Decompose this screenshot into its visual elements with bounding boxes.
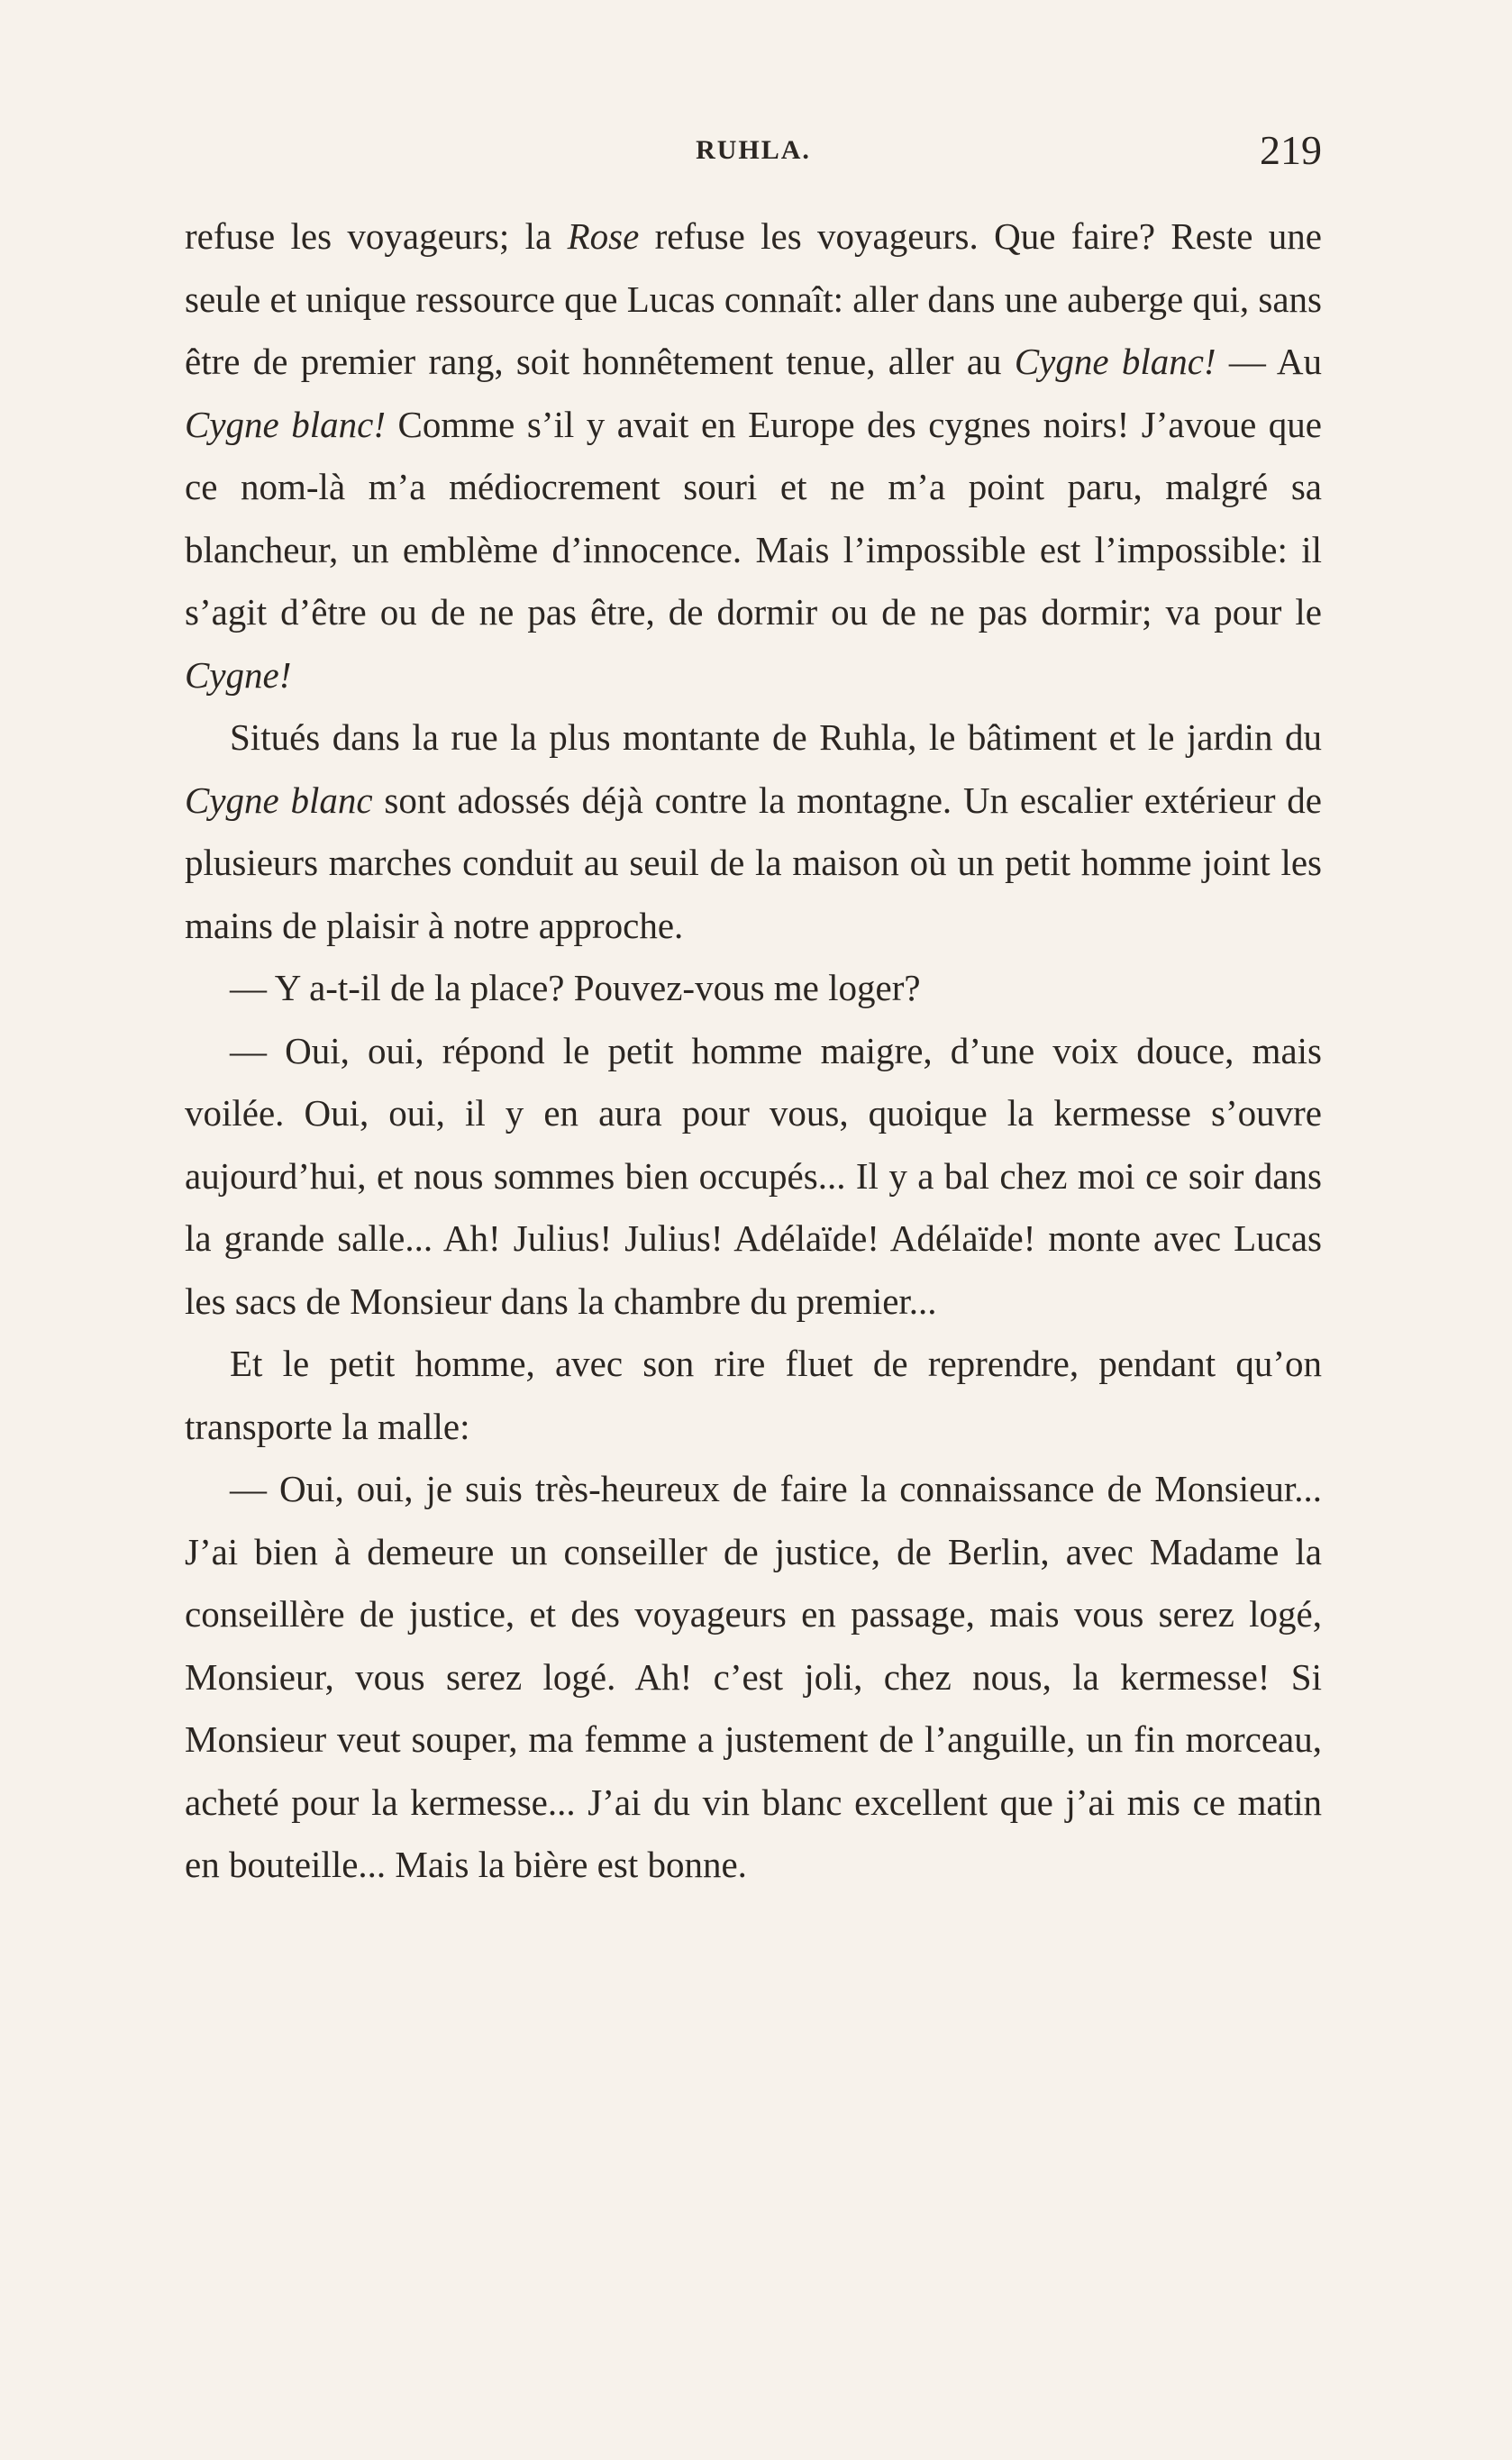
text-run: — Y a-t-il de la place? Pouvez-vous me loger? [230, 967, 921, 1008]
text-run: Situés dans la rue la plus montante de Ruhla, le bâtiment et le jardin du [230, 716, 1322, 758]
text-run: refuse les voyageurs; la [185, 215, 568, 257]
paragraph-1 [185, 205, 1322, 706]
paragraph-3 [185, 957, 1322, 1020]
text-run: — Oui, oui, je suis très-heureux de faire la connaissance de Monsieur... J’ai bien à demeure un conseiller de justice, de Berlin, avec Madame la conseillère de justice, et des voyageurs en passage, mais vous serez logé, Monsieur, vous serez logé. Ah! c’est joli, chez nous, la kermesse! Si Monsieur veut souper, ma femme a justement de l’anguille, un fin morceau, acheté pour la kermesse... J’ai du vin blanc excellent que j’ai mis ce matin en bouteille... Mais la bière est bonne. [185, 1468, 1322, 1885]
italic-run: Rose [567, 215, 640, 257]
text-run: sont adossés déjà contre la montagne. Un escalier extérieur de plusieurs marches conduit au seuil de la maison où un petit homme joint les mains de plaisir à notre approche. [185, 779, 1322, 946]
paragraph-4 [185, 1020, 1322, 1334]
running-head [185, 126, 1322, 180]
italic-run: Cygne blanc! [185, 403, 386, 445]
italic-run: Cygne blanc! [1014, 341, 1216, 382]
text-run: — Au [1216, 341, 1322, 382]
paragraph-5 [185, 1333, 1322, 1458]
italic-run: Cygne! [185, 653, 292, 696]
page-number: 219 [1260, 127, 1322, 173]
paragraph-6 [185, 1458, 1322, 1897]
running-title: RUHLA. [696, 135, 811, 165]
paragraph-2 [185, 706, 1322, 957]
body-text [185, 205, 1322, 1897]
text-run: Comme s’il y avait en Europe des cygnes noirs! J’avoue que ce nom-là m’a médiocrement souri et ne m’a point paru, malgré sa blancheur, un emblème d’innocence. Mais l’impossible est l’impossible: il s’agit d’être ou de ne pas être, de dormir ou de ne pas dormir; va pour le [185, 403, 1322, 633]
italic-run: Cygne blanc [185, 779, 373, 821]
text-run: refuse les voyageurs. Que faire? Reste une seule et unique ressource que Lucas connaît: aller dans une auberge qui, sans être de premier rang, soit honnêtement tenue, aller au [185, 215, 1323, 382]
text-run: Et le petit homme, avec son rire fluet de reprendre, pendant qu’on transporte la malle: [185, 1343, 1322, 1447]
text-run: — Oui, oui, répond le petit homme maigre, d’une voix douce, mais voilée. Oui, oui, il y en aura pour vous, quoique la kermesse s’ouvre aujourd’hui, et nous sommes bien occupés... Il y a bal chez moi ce soir dans la grande salle... Ah! Julius! Julius! Adélaïde! Adélaïde! monte avec Lucas les sacs de Monsieur dans la chambre du premier... [185, 1029, 1322, 1322]
